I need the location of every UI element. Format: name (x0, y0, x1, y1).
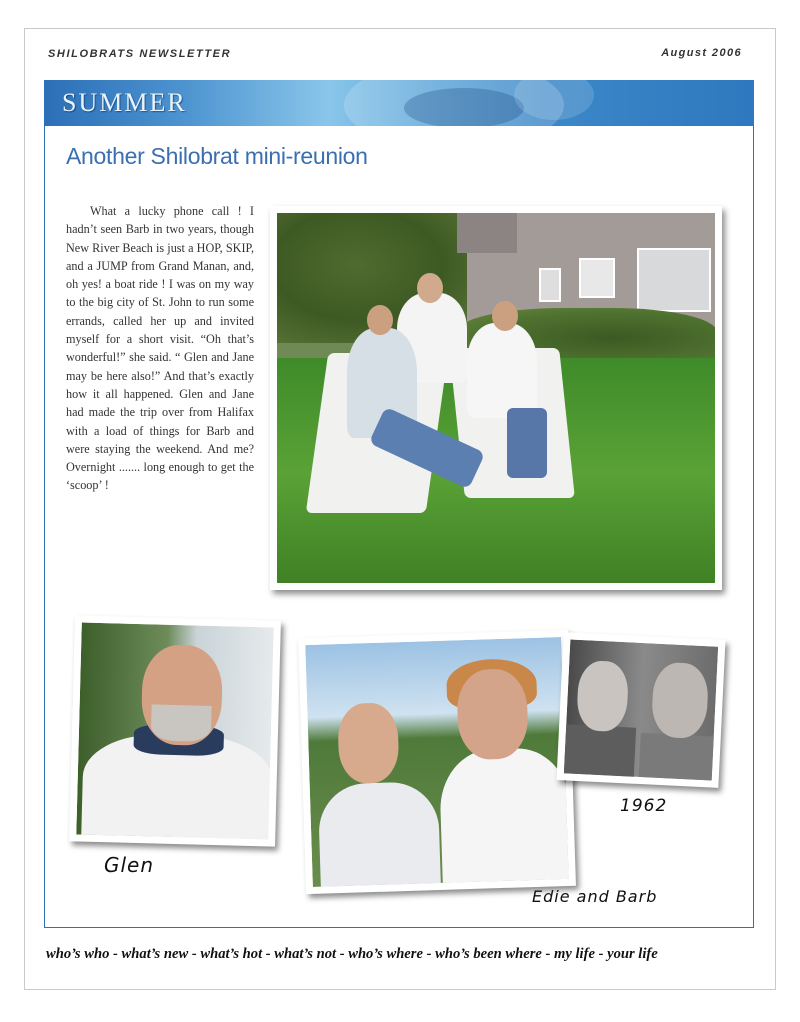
issue-date: August 2006 (661, 47, 742, 59)
group-photo (270, 206, 722, 590)
glen-photo (69, 615, 281, 846)
section-title: SUMMER (62, 88, 187, 117)
edie-barb-photo (298, 630, 576, 894)
article-title: Another Shilobrat mini-reunion (66, 143, 368, 169)
article-body: What a lucky phone call ! I hadn’t seen Barb in two years, though New River Beach is just a HOP, SKIP, and a JUMP from Grand Manan, and, oh yes! a boat ride ! I was on my way to the big city of St. John to run some errands, called her up and invited myself for a short visit. “Oh that’s wonderful!” she said. “ Glen and Jane may be here also!” And that’s exactly how it all happened. Glen and Jane had made the trip over from Halifax with a load of things for Barb and were staying the weekend. And me? Overnight ....... long enough to get the ‘scoop’ ! (66, 204, 254, 493)
glen-caption: Glen (104, 853, 155, 877)
footer-tagline: who’s who - what’s new - what’s hot - what’s not - who’s where - who’s been where - my life - your life (46, 946, 658, 962)
edie-barb-caption: Edie and Barb (532, 887, 658, 906)
newsletter-name: SHILOBRATS NEWSLETTER (48, 48, 232, 60)
year-caption: 1962 (620, 796, 668, 816)
old-1962-photo (556, 632, 725, 788)
